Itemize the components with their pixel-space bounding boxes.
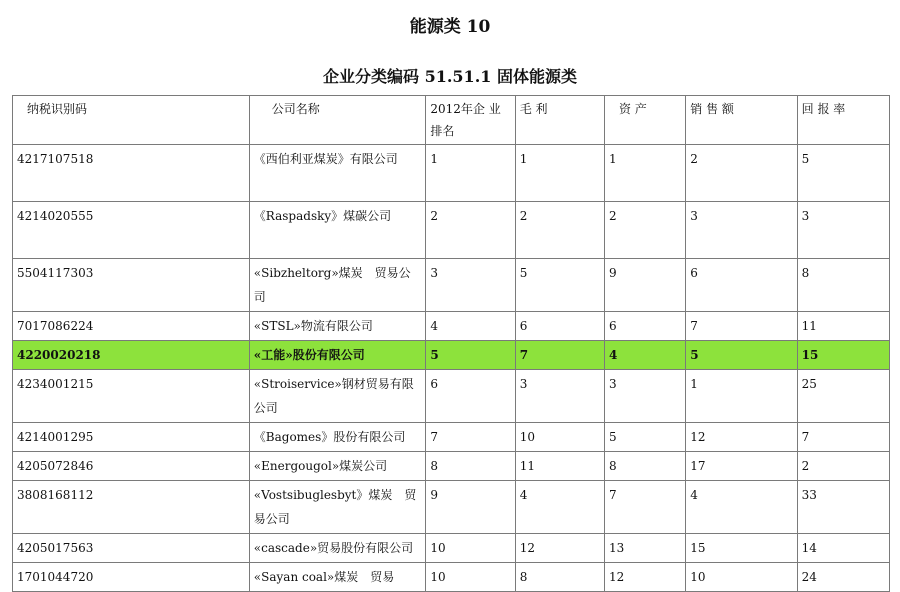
cell-sales: 15 bbox=[686, 534, 797, 563]
table-header-row bbox=[13, 96, 890, 145]
cell-sales: 1 bbox=[686, 370, 797, 423]
cell-rank: 7 bbox=[426, 423, 515, 452]
cell-sales: 10 bbox=[686, 563, 797, 592]
table-row bbox=[13, 563, 890, 592]
cell-assets: 8 bbox=[604, 452, 685, 481]
cell-sales: 6 bbox=[686, 259, 797, 312]
cell-sales: 2 bbox=[686, 145, 797, 202]
cell-sales: 3 bbox=[686, 202, 797, 259]
table-row bbox=[13, 423, 890, 452]
cell-rank: 3 bbox=[426, 259, 515, 312]
cell-gross-profit: 7 bbox=[515, 341, 604, 370]
table-row-highlighted bbox=[13, 341, 890, 370]
cell-tax-id: 7017086224 bbox=[13, 312, 250, 341]
cell-gross-profit: 6 bbox=[515, 312, 604, 341]
page-title: 能源类 10 bbox=[409, 17, 491, 37]
table-row bbox=[13, 145, 890, 202]
section-subtitle: 企业分类编码 51.51.1 固体能源类 bbox=[323, 67, 577, 86]
cell-tax-id: 4234001215 bbox=[13, 370, 250, 423]
cell-gross-profit: 1 bbox=[515, 145, 604, 202]
cell-return-rate: 3 bbox=[797, 202, 889, 259]
cell-gross-profit: 10 bbox=[515, 423, 604, 452]
cell-assets: 3 bbox=[604, 370, 685, 423]
cell-return-rate: 7 bbox=[797, 423, 889, 452]
cell-sales: 4 bbox=[686, 481, 797, 534]
table-row bbox=[13, 202, 890, 259]
cell-assets: 7 bbox=[604, 481, 685, 534]
table-row bbox=[13, 481, 890, 534]
cell-company-name: 《Bagomes》股份有限公司 bbox=[249, 423, 426, 452]
cell-assets: 2 bbox=[604, 202, 685, 259]
cell-rank: 2 bbox=[426, 202, 515, 259]
cell-assets: 5 bbox=[604, 423, 685, 452]
cell-tax-id: 4217107518 bbox=[13, 145, 250, 202]
energy-company-table bbox=[12, 95, 890, 592]
cell-company-name: «cascade»贸易股份有限公司 bbox=[249, 534, 426, 563]
cell-tax-id: 5504117303 bbox=[13, 259, 250, 312]
cell-company-name: «Stroiservice»钢材贸易有限公司 bbox=[249, 370, 426, 423]
cell-return-rate: 25 bbox=[797, 370, 889, 423]
cell-company-name: «工能»股份有限公司 bbox=[249, 341, 426, 370]
table-row bbox=[13, 259, 890, 312]
cell-sales: 7 bbox=[686, 312, 797, 341]
cell-assets: 4 bbox=[604, 341, 685, 370]
cell-return-rate: 14 bbox=[797, 534, 889, 563]
cell-company-name: «Sibzheltorg»煤炭 贸易公司 bbox=[249, 259, 426, 312]
cell-tax-id: 4214001295 bbox=[13, 423, 250, 452]
header-assets: 资 产 bbox=[604, 96, 685, 145]
header-tax-id: 纳税识别码 bbox=[13, 96, 250, 145]
cell-rank: 8 bbox=[426, 452, 515, 481]
cell-sales: 12 bbox=[686, 423, 797, 452]
cell-gross-profit: 12 bbox=[515, 534, 604, 563]
cell-return-rate: 5 bbox=[797, 145, 889, 202]
cell-rank: 9 bbox=[426, 481, 515, 534]
header-company-name: 公司名称 bbox=[249, 96, 426, 145]
cell-return-rate: 24 bbox=[797, 563, 889, 592]
cell-gross-profit: 5 bbox=[515, 259, 604, 312]
header-rank-2012: 2012年企 业 排名 bbox=[426, 96, 515, 145]
table-row bbox=[13, 452, 890, 481]
cell-rank: 5 bbox=[426, 341, 515, 370]
cell-company-name: «Sayan coal»煤炭 贸易 bbox=[249, 563, 426, 592]
cell-sales: 5 bbox=[686, 341, 797, 370]
header-sales: 销 售 额 bbox=[686, 96, 797, 145]
cell-return-rate: 33 bbox=[797, 481, 889, 534]
cell-tax-id: 3808168112 bbox=[13, 481, 250, 534]
cell-gross-profit: 11 bbox=[515, 452, 604, 481]
cell-return-rate: 15 bbox=[797, 341, 889, 370]
cell-company-name: 《西伯利亚煤炭》有限公司 bbox=[249, 145, 426, 202]
cell-gross-profit: 3 bbox=[515, 370, 604, 423]
cell-return-rate: 11 bbox=[797, 312, 889, 341]
cell-assets: 13 bbox=[604, 534, 685, 563]
cell-rank: 10 bbox=[426, 563, 515, 592]
cell-company-name: «STSL»物流有限公司 bbox=[249, 312, 426, 341]
cell-company-name: «Vostsibuglesbyt》煤炭 贸易公司 bbox=[249, 481, 426, 534]
cell-assets: 9 bbox=[604, 259, 685, 312]
header-return-rate: 回 报 率 bbox=[797, 96, 889, 145]
table-row bbox=[13, 534, 890, 563]
cell-rank: 1 bbox=[426, 145, 515, 202]
cell-company-name: «Energougol»煤炭公司 bbox=[249, 452, 426, 481]
cell-assets: 12 bbox=[604, 563, 685, 592]
cell-assets: 1 bbox=[604, 145, 685, 202]
cell-gross-profit: 4 bbox=[515, 481, 604, 534]
cell-tax-id: 4214020555 bbox=[13, 202, 250, 259]
cell-return-rate: 8 bbox=[797, 259, 889, 312]
cell-rank: 6 bbox=[426, 370, 515, 423]
cell-tax-id: 4220020218 bbox=[13, 341, 250, 370]
cell-rank: 4 bbox=[426, 312, 515, 341]
cell-sales: 17 bbox=[686, 452, 797, 481]
cell-return-rate: 2 bbox=[797, 452, 889, 481]
cell-rank: 10 bbox=[426, 534, 515, 563]
table-row bbox=[13, 312, 890, 341]
cell-gross-profit: 8 bbox=[515, 563, 604, 592]
table-row bbox=[13, 370, 890, 423]
header-gross-profit: 毛 利 bbox=[515, 96, 604, 145]
cell-gross-profit: 2 bbox=[515, 202, 604, 259]
cell-tax-id: 4205072846 bbox=[13, 452, 250, 481]
cell-tax-id: 4205017563 bbox=[13, 534, 250, 563]
cell-company-name: 《Raspadsky》煤碳公司 bbox=[249, 202, 426, 259]
cell-tax-id: 1701044720 bbox=[13, 563, 250, 592]
cell-assets: 6 bbox=[604, 312, 685, 341]
